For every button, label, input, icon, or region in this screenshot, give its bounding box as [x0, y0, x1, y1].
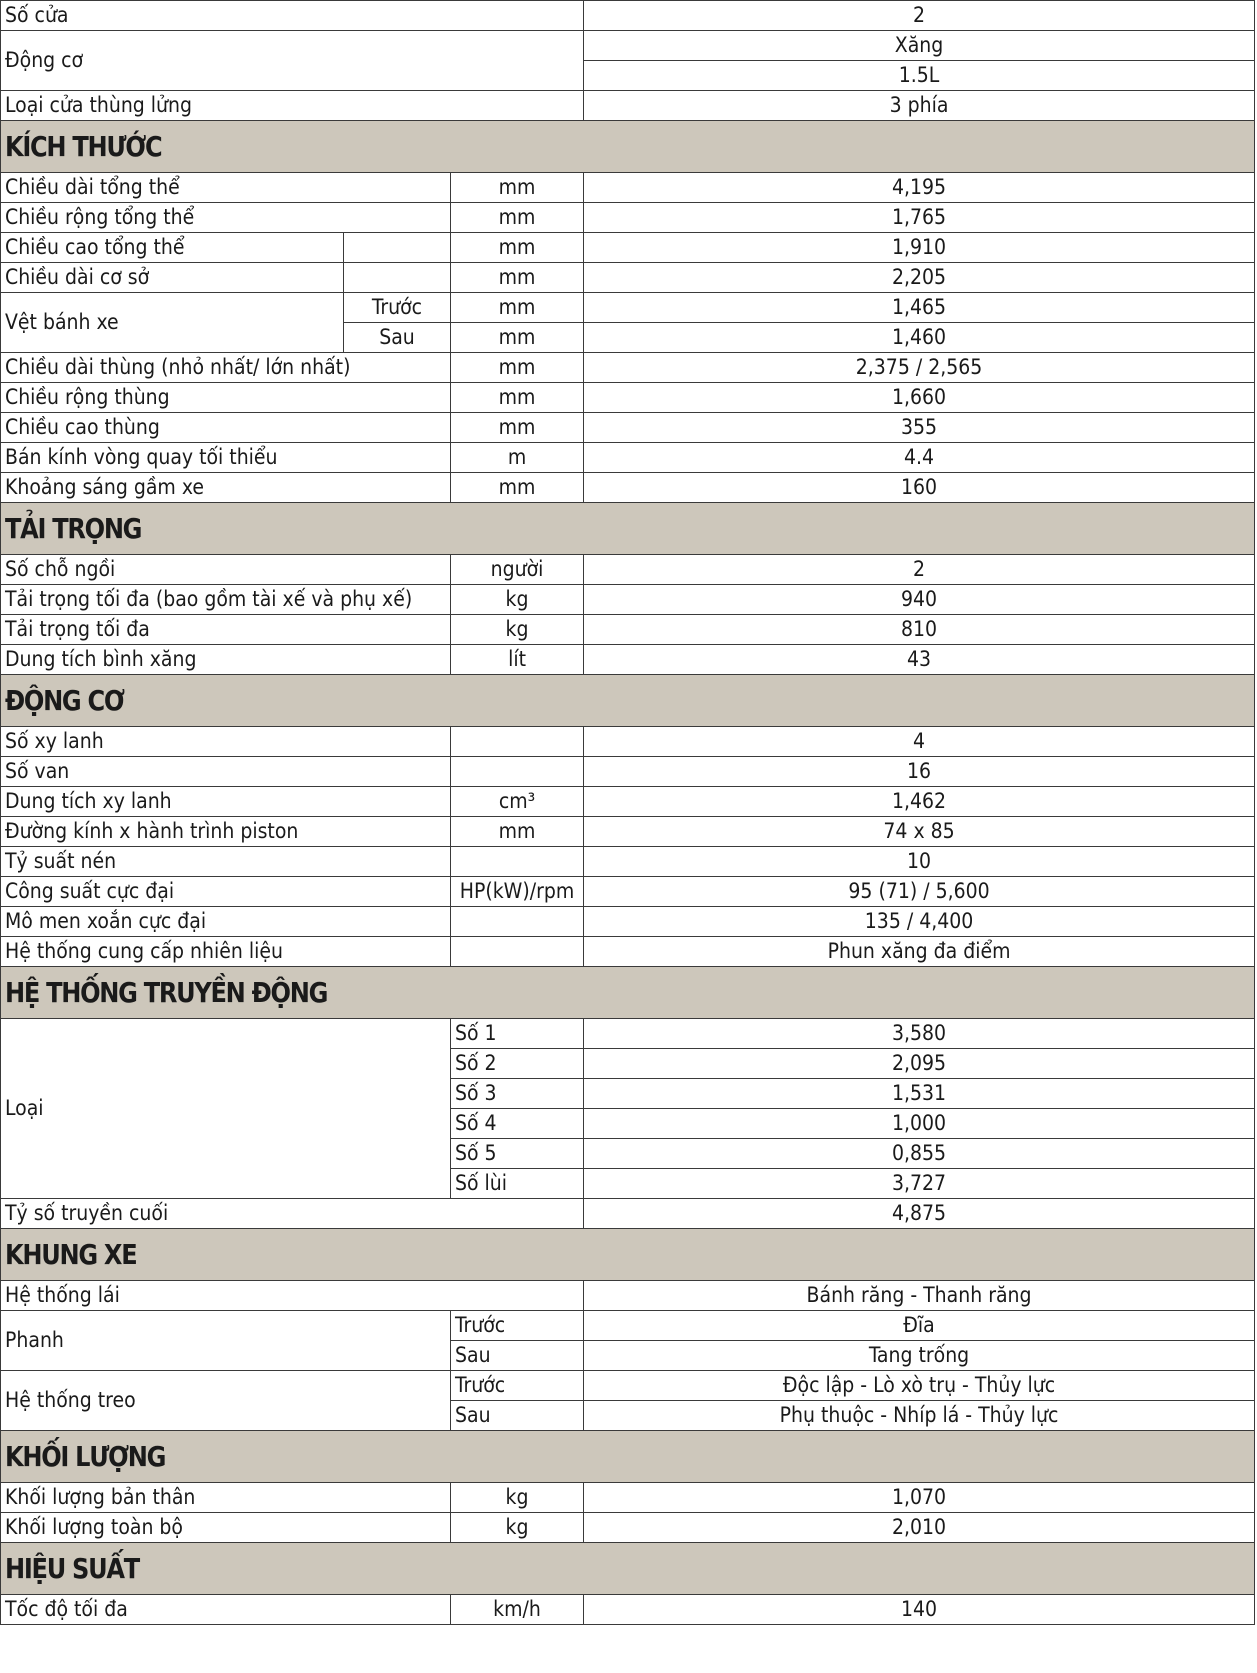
- spec-value: 10: [584, 847, 1255, 877]
- spec-unit: mm: [451, 293, 584, 323]
- spec-unit: lít: [451, 645, 584, 675]
- spec-unit: cm³: [451, 787, 584, 817]
- spec-value: 4,875: [584, 1199, 1255, 1229]
- spec-sublabel: Số 2: [451, 1049, 584, 1079]
- spec-sublabel: Trước: [451, 1311, 584, 1341]
- table-row: [1, 727, 1255, 757]
- spec-label: Dung tích bình xăng: [1, 645, 451, 675]
- section-title: ĐỘNG CƠ: [5, 684, 124, 717]
- spec-value: 2,205: [584, 263, 1255, 293]
- spec-value: 3,580: [584, 1019, 1255, 1049]
- spec-label: Hệ thống lái: [1, 1281, 584, 1311]
- table-row: [1, 473, 1255, 503]
- spec-unit: km/h: [451, 1595, 584, 1625]
- spec-unit: m: [451, 443, 584, 473]
- spec-value: 810: [584, 615, 1255, 645]
- table-row: [1, 413, 1255, 443]
- spec-sublabel: Số 4: [451, 1109, 584, 1139]
- spec-unit: [451, 847, 584, 877]
- spec-sublabel: Trước: [451, 1371, 584, 1401]
- spec-value: 16: [584, 757, 1255, 787]
- section-title: HỆ THỐNG TRUYỀN ĐỘNG: [5, 976, 328, 1009]
- spec-sublabel: Sau: [451, 1341, 584, 1371]
- spec-label: Chiều dài tổng thể: [1, 173, 451, 203]
- spec-value: 1,460: [584, 323, 1255, 353]
- spec-label: Tải trọng tối đa (bao gồm tài xế và phụ xế): [1, 585, 451, 615]
- spec-sublabel: Số lùi: [451, 1169, 584, 1199]
- table-row: [1, 937, 1255, 967]
- spec-value: 940: [584, 585, 1255, 615]
- spec-unit: mm: [451, 383, 584, 413]
- table-row: [1, 645, 1255, 675]
- spec-value: 355: [584, 413, 1255, 443]
- table-row: [1, 233, 1255, 263]
- spec-unit: mm: [451, 323, 584, 353]
- spec-unit: mm: [451, 353, 584, 383]
- section-header: [1, 1431, 1255, 1483]
- spec-value: 3,727: [584, 1169, 1255, 1199]
- spec-value: Phun xăng đa điểm: [584, 937, 1255, 967]
- spec-label: Mô men xoắn cực đại: [1, 907, 451, 937]
- table-row: [1, 443, 1255, 473]
- spec-value: Phụ thuộc - Nhíp lá - Thủy lực: [584, 1401, 1255, 1431]
- spec-value: 3 phía: [584, 91, 1255, 121]
- spec-label: Hệ thống treo: [1, 1371, 451, 1431]
- table-row: [1, 293, 1255, 323]
- table-row: [1, 1311, 1255, 1341]
- table-row: [1, 1595, 1255, 1625]
- section-title: KHỐI LƯỢNG: [5, 1440, 166, 1473]
- spec-value: 1,465: [584, 293, 1255, 323]
- spec-value: 0,855: [584, 1139, 1255, 1169]
- table-row: [1, 1, 1255, 31]
- table-row: [1, 203, 1255, 233]
- spec-label: Khối lượng toàn bộ: [1, 1513, 451, 1543]
- spec-value: Xăng: [584, 31, 1255, 61]
- spec-label: Khối lượng bản thân: [1, 1483, 451, 1513]
- spec-label: Chiều dài cơ sở: [1, 263, 344, 293]
- spec-unit: mm: [451, 817, 584, 847]
- table-row: [1, 353, 1255, 383]
- table-row: [1, 173, 1255, 203]
- spec-label: Số xy lanh: [1, 727, 451, 757]
- table-row: [1, 847, 1255, 877]
- spec-unit: kg: [451, 1513, 584, 1543]
- spec-sublabel: Số 1: [451, 1019, 584, 1049]
- table-row: [1, 263, 1255, 293]
- table-row: [1, 383, 1255, 413]
- spec-value: 4.4: [584, 443, 1255, 473]
- section-header: [1, 967, 1255, 1019]
- spec-value: 2,095: [584, 1049, 1255, 1079]
- spec-label: Vệt bánh xe: [1, 293, 344, 353]
- spec-label: Chiều dài thùng (nhỏ nhất/ lớn nhất): [1, 353, 451, 383]
- spec-value: 1,462: [584, 787, 1255, 817]
- spec-label: Loại cửa thùng lửng: [1, 91, 584, 121]
- spec-value: 2: [584, 555, 1255, 585]
- spec-unit: kg: [451, 1483, 584, 1513]
- spec-label: Khoảng sáng gầm xe: [1, 473, 451, 503]
- spec-unit: kg: [451, 585, 584, 615]
- spec-sublabel: Số 3: [451, 1079, 584, 1109]
- table-row: [1, 31, 1255, 61]
- spec-value: 140: [584, 1595, 1255, 1625]
- spec-value: 2: [584, 1, 1255, 31]
- spec-unit: [451, 757, 584, 787]
- spec-label: Dung tích xy lanh: [1, 787, 451, 817]
- spec-value: 1.5L: [584, 61, 1255, 91]
- spec-value: 43: [584, 645, 1255, 675]
- table-row: [1, 1199, 1255, 1229]
- section-title: HIỆU SUẤT: [5, 1552, 139, 1585]
- table-row: [1, 1371, 1255, 1401]
- spec-value: 4: [584, 727, 1255, 757]
- table-row: [1, 787, 1255, 817]
- spec-label: Động cơ: [1, 31, 584, 91]
- spec-unit: người: [451, 555, 584, 585]
- table-row: [1, 585, 1255, 615]
- spec-value: Bánh răng - Thanh răng: [584, 1281, 1255, 1311]
- spec-value: 2,375 / 2,565: [584, 353, 1255, 383]
- spec-value: 2,010: [584, 1513, 1255, 1543]
- spec-label: Chiều rộng tổng thể: [1, 203, 451, 233]
- spec-unit: mm: [451, 413, 584, 443]
- spec-label: Tốc độ tối đa: [1, 1595, 451, 1625]
- spec-value: 1,765: [584, 203, 1255, 233]
- table-row: [1, 907, 1255, 937]
- spec-label: Tải trọng tối đa: [1, 615, 451, 645]
- section-title: TẢI TRỌNG: [5, 512, 142, 545]
- spec-label: Loại: [1, 1019, 451, 1199]
- section-header: [1, 675, 1255, 727]
- section-header: [1, 1229, 1255, 1281]
- spec-label: Số chỗ ngồi: [1, 555, 451, 585]
- spec-label: Hệ thống cung cấp nhiên liệu: [1, 937, 451, 967]
- spec-value: 4,195: [584, 173, 1255, 203]
- spec-sublabel: Số 5: [451, 1139, 584, 1169]
- spec-label: Số van: [1, 757, 451, 787]
- spec-label: Bán kính vòng quay tối thiểu: [1, 443, 451, 473]
- spec-value: Độc lập - Lò xò trụ - Thủy lực: [584, 1371, 1255, 1401]
- spec-value: 1,000: [584, 1109, 1255, 1139]
- spec-unit: [451, 727, 584, 757]
- spec-unit: mm: [451, 263, 584, 293]
- table-row: [1, 555, 1255, 585]
- spec-label: Số cửa: [1, 1, 584, 31]
- spec-label: Công suất cực đại: [1, 877, 451, 907]
- spec-label: Chiều rộng thùng: [1, 383, 451, 413]
- spec-unit: [451, 907, 584, 937]
- spec-label: Phanh: [1, 1311, 451, 1371]
- table-row: [1, 91, 1255, 121]
- table-row: [1, 1513, 1255, 1543]
- spec-value: 95 (71) / 5,600: [584, 877, 1255, 907]
- spec-value: 160: [584, 473, 1255, 503]
- spec-sublabel: Sau: [344, 323, 451, 353]
- spec-value: 1,070: [584, 1483, 1255, 1513]
- spec-sublabel: Sau: [451, 1401, 584, 1431]
- spec-value: Tang trống: [584, 1341, 1255, 1371]
- table-row: [1, 1483, 1255, 1513]
- table-row: [1, 615, 1255, 645]
- spec-unit: [451, 937, 584, 967]
- spec-label: Chiều cao tổng thể: [1, 233, 344, 263]
- spec-label: Chiều cao thùng: [1, 413, 451, 443]
- table-row: [1, 1281, 1255, 1311]
- spec-label: Tỷ số truyền cuối: [1, 1199, 584, 1229]
- table-row: [1, 817, 1255, 847]
- spec-sublabel: Trước: [344, 293, 451, 323]
- table-row: [1, 1019, 1255, 1049]
- spec-value: Đĩa: [584, 1311, 1255, 1341]
- spec-unit: mm: [451, 173, 584, 203]
- spec-value: 1,910: [584, 233, 1255, 263]
- spec-label: Tỷ suất nén: [1, 847, 451, 877]
- section-header: [1, 503, 1255, 555]
- spec-value: 1,531: [584, 1079, 1255, 1109]
- spec-unit: mm: [451, 473, 584, 503]
- spec-unit: kg: [451, 615, 584, 645]
- spec-unit: mm: [451, 233, 584, 263]
- section-title: KHUNG XE: [5, 1238, 137, 1271]
- table-row: [1, 757, 1255, 787]
- section-header: [1, 121, 1255, 173]
- spec-value: 74 x 85: [584, 817, 1255, 847]
- spec-unit: HP(kW)/rpm: [451, 877, 584, 907]
- spec-value: 135 / 4,400: [584, 907, 1255, 937]
- section-header: [1, 1543, 1255, 1595]
- spec-value: 1,660: [584, 383, 1255, 413]
- section-title: KÍCH THƯỚC: [5, 130, 162, 163]
- spec-unit: mm: [451, 203, 584, 233]
- table-row: [1, 877, 1255, 907]
- spec-label: Đường kính x hành trình piston: [1, 817, 451, 847]
